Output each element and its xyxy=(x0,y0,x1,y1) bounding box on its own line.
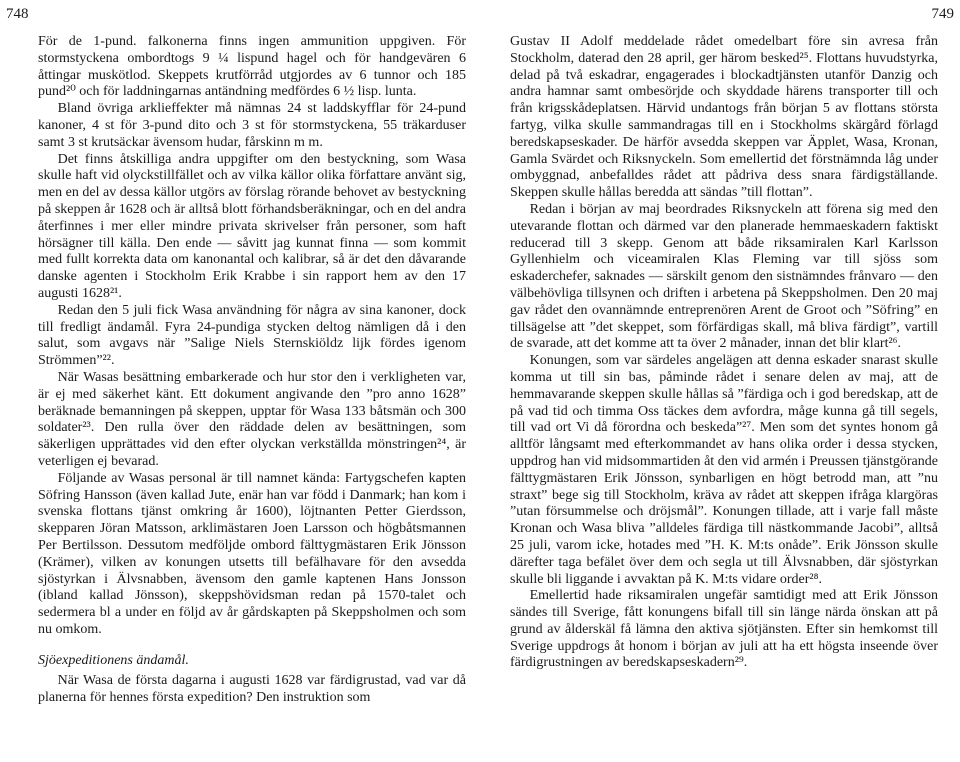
paragraph: När Wasas besättning embarkerade och hur stor den i verkligheten var, är ej med säkerhet känt. Ett dokument angivande den ”pro anno 1628” beräknade bemanningen på skeppen, upptar för Wasa 133 båtsmän och 300 soldater²³. Den rulla över den räddade delen av besättningen, som säkerligen upprättades vid den efter olyckan verkställda mönstringen²⁴, är veterligen ej bevarad. xyxy=(38,369,466,469)
left-page-text xyxy=(38,34,466,707)
right-page-text xyxy=(510,34,938,672)
paragraph: Konungen, som var särdeles angelägen att denna eskader snarast skulle komma ut till sin bas, påminde rådet i senare delen av maj, att de hemmavarande skeppen skulle hållas så ”färdiga och i god beredskap, att de på vad tid och timma Oss täckes dem avfordra, måge kunna gå till segels, till vad ort Vi då förordna och beskeda”²⁷. Men som det syntes honom gå alltför långsamt med efterkommandet av hans olika order i dessa stycken, uppdrog han vid midsommartiden åt den vid armén i Preussen tjänstgörande fälttygmästaren Erik Jönsson, synbarligen en högt betrodd man, att ”nu straxt” bege sig till Stockholm, kräva av rådet att skeppen ifråga klargöras ”utan försummelse och dröjsmål”. Konungen tillade, att i varje fall måste Kronan och Wasa bliva ”alldeles färdiga till nästkommande Jacobi”, alltså 25 juli, varom icke, hotades med ”H. K. M:ts onåde”. Erik Jönsson skulle därefter taga befälet över dem och segla ut till Älvsnabben, där sjöstyrkan skulle bli liggande i avvaktan på K. M:ts vidare order²⁸. xyxy=(510,353,938,587)
paragraph: Emellertid hade riksamiralen ungefär samtidigt med att Erik Jönsson sändes till Sverige, fått konungens bifall till sin länge närda önskan att på grund av ålderskäl få lämna den aktiva sjötjänsten. Efter sin hemkomst till Sverige uppdrogs åt honom i början av juli att ha ett högsta inseende över färdigrustningen av beredskapseskadern²⁹. xyxy=(510,588,938,671)
page-number-left: 748 xyxy=(6,6,29,22)
paragraph: Redan den 5 juli fick Wasa användning för några av sina kanoner, dock till fredligt ändamål. Fyra 24-pundiga stycken deltog nämligen då i den salut, som avgavs när ”Salige Niels Sternskiöldz lijk fördes igenom Strömmen”²². xyxy=(38,302,466,369)
paragraph: Bland övriga arklieffekter må nämnas 24 st laddskyfflar för 24-pund kanoner, 4 st för 3-pund dito och 3 st för stormstyckena, 55 träkarduser samt 3 st krutsäckar ävensom hudar, fårskinn m m. xyxy=(38,101,466,150)
right-page xyxy=(480,0,960,762)
paragraph: När Wasa de första dagarna i augusti 1628 var färdigrustad, vad var då planerna för hennes första expedition? Den instruktion som xyxy=(38,673,466,706)
paragraph: Redan i början av maj beordrades Riksnyckeln att förena sig med den utevarande flottan och därmed var den planerade hemmaeskadern faktiskt reducerad till 3 skepp. Genom att både riksamiralen Karl Karlsson Gyllenhielm och viceamiralen Klas Fleming var till sjöss som eskaderchefer, saknades — särskilt genom den sistnämndes frånvaro — den välbehövliga tillsynen och driften i arbetena på Skeppsholmen. Den 20 maj gav rådet den ovannämnde entreprenören Arent de Groot och ”Söfring” en tillsägelse att ”det skeppet, som förfärdigas skall, må bliva färdigt”, vartill de svarade, att det komme att ta över 2 månader, innan det blir klart²⁶. xyxy=(510,201,938,352)
paragraph: Gustav II Adolf meddelade rådet omedelbart före sin avresa från Stockholm, daterad den 28 april, ger härom besked²⁵. Flottans huvudstyrka, delad på två eskadrar, engagerades i blockadtjänsten utanför Danzig och andra hamnar samt ombesörjde och skyddade härens transporter till och från krigsskådeplatsen. Härvid undantogs från början 5 av flottans största fartyg, vilka skulle sammandragas till en i Stockholms skärgård förlagd beredskapseskader. De härför avsedda skeppen var Äpplet, Wasa, Kronan, Gamla Svärdet och Riksnyckeln. Som emellertid det förstnämnda låg under ombyggnad, anbefalldes rådet att pådriva dess snara färdigställande. Skeppen skulle hållas beredda att sändas ”till flottan”. xyxy=(510,34,938,201)
paragraph: Det finns åtskilliga andra uppgifter om den bestyckning, som Wasa skulle haft vid olyckstillfället och av vilka källor olika författare använt sig, men en del av dessa källor utgörs av förslag rörande behovet av bestyckning på skeppen år 1628 och är alltså blott förhandsberäkningar, och en del andra återfinnes i mer eller mindre privata skrivelser från personer, som haft hörsägner till källa. Den ende — såvitt jag kunnat finna — som kommit med fullt korrekta data om kanonantal och kalibrar, så är det den dåvarande danske agenten i Stockholm Erik Krabbe i sin rapport hem av den 17 augusti 1628²¹. xyxy=(38,151,466,301)
paragraph: Följande av Wasas personal är till namnet kända: Fartygschefen kapten Söfring Hansson (även kallad Jute, enär han var född i Danmark; han kom i svenska flottans tjänst omkring år 1600), löjtnanten Petter Gierdsson, skepparen Jöran Matsson, arklimästaren Joen Larsson och högbåtsmannen Per Bertilsson. Dessutom medföljde ombord fälttygmästaren Erik Jönsson (Krämer), vilken av konungen utsetts till befälhavare för den avsedda sjöstyrkan i Älvsnabben, ävensom den gamle kaptenen Hans Jonsson (ibland kallad Jönsson), skeppshövidsman redan på 1570-talet och sedermera bl a under en följd av år gårdskapten på Skeppsholmen och som nu omkom. xyxy=(38,470,466,637)
paragraph: För de 1-pund. falkonerna finns ingen ammunition uppgiven. För stormstyckena ombordtogs 9 ¼ lispund hagel och för handgevären 6 åttingar muskötlod. Skeppets krutförråd utgjordes av 6 tunnor och 185 pund²⁰ och för laddningarnas antändning medfördes 6 ½ lisp. lunta. xyxy=(38,34,466,100)
section-heading: Sjöexpeditionens ändamål. xyxy=(38,652,189,668)
page-number-right: 749 xyxy=(931,6,954,22)
